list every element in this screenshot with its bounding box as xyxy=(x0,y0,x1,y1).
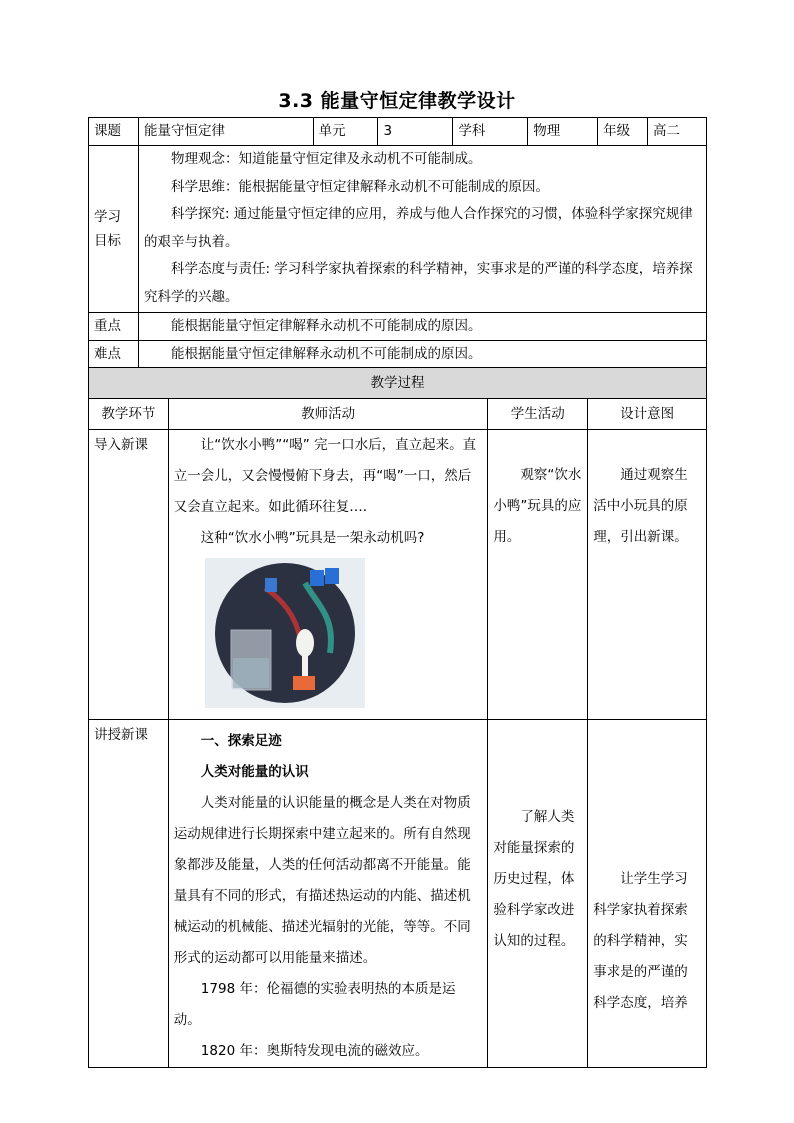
teacher-heading: 一、探索足迹 xyxy=(200,733,282,749)
student-intro xyxy=(488,430,588,720)
teacher-new xyxy=(168,720,488,1068)
process-header: 教学过程 xyxy=(89,368,707,399)
objective-item: 科学探究: 通过能量守恒定律的应用，养成与他人合作探究的习惯，体验科学家探究规律的艰辛与执着。 xyxy=(143,206,693,250)
column-intent: 设计意图 xyxy=(588,399,707,430)
objectives-row xyxy=(89,146,707,313)
topic-value: 能量守恒定律 xyxy=(138,118,313,146)
subject-label: 学科 xyxy=(453,118,528,146)
info-table xyxy=(88,117,707,369)
subject-value: 物理 xyxy=(528,118,598,146)
difficulty-label: 难点 xyxy=(89,340,139,368)
teacher-paragraph: 1798 年：伦福德的实验表明热的本质是运动。 xyxy=(173,981,456,1028)
objective-item: 物理观念：知道能量守恒定律及永动机不可能制成。 xyxy=(170,151,482,167)
info-row xyxy=(89,118,707,146)
key-point-text: 能根据能量守恒定律解释永动机不可能制成的原因。 xyxy=(138,312,706,340)
column-student: 学生活动 xyxy=(488,399,588,430)
process-columns xyxy=(89,399,707,430)
unit-value: 3 xyxy=(378,118,453,146)
drinking-duck-image xyxy=(205,558,365,708)
teacher-paragraph: 人类对能量的认识能量的概念是人类在对物质运动规律进行长期探索中建立起来的。所有自然现象都涉及能量，人类的任何活动都离不开能量。能量具有不同的形式，有描述热运动的内能、描述机械运动的机械能、描述光辐射的光能，等等。不同形式的运动都可以用能量来描述。 xyxy=(173,795,471,966)
student-activity-text: 观察“饮水小鸭”玩具的应用。 xyxy=(493,467,582,545)
objectives-content xyxy=(138,146,706,313)
objectives-label xyxy=(89,146,139,313)
column-teacher: 教师活动 xyxy=(168,399,488,430)
key-point-label: 重点 xyxy=(89,312,139,340)
key-point-row xyxy=(89,312,707,340)
table-row xyxy=(89,720,707,1068)
difficulty-text: 能根据能量守恒定律解释永动机不可能制成的原因。 xyxy=(138,340,706,368)
intent-intro xyxy=(588,430,707,720)
page-title: 3.3 能量守恒定律教学设计 xyxy=(278,90,516,112)
objective-item: 科学态度与责任: 学习科学家执着探索的科学精神，实事求是的严谨的科学态度，培养探究科学的兴趣。 xyxy=(143,261,693,305)
stage-intro: 导入新课 xyxy=(89,430,169,720)
column-stage: 教学环节 xyxy=(89,399,169,430)
student-new xyxy=(488,720,588,1068)
objectives-label-text: 学习目标 xyxy=(94,208,121,249)
difficulty-row xyxy=(89,340,707,368)
teacher-paragraph: 这种“饮水小鸭”玩具是一架永动机吗? xyxy=(200,530,425,546)
grade-value: 高二 xyxy=(648,118,707,146)
table-row xyxy=(89,430,707,720)
intent-text: 让学生学习科学家执着探索的科学精神，实事求是的严谨的科学态度，培养 xyxy=(593,871,688,1011)
unit-label: 单元 xyxy=(313,118,378,146)
teacher-subheading: 人类对能量的认识 xyxy=(200,764,309,780)
intent-text: 通过观察生活中小玩具的原理，引出新课。 xyxy=(593,467,688,545)
student-activity-text: 了解人类对能量探索的历史过程，体验科学家改进认知的过程。 xyxy=(493,809,575,949)
grade-label: 年级 xyxy=(598,118,648,146)
stage-new: 讲授新课 xyxy=(89,720,169,1068)
topic-label: 课题 xyxy=(89,118,139,146)
teacher-intro xyxy=(168,430,488,720)
intent-new xyxy=(588,720,707,1068)
teacher-paragraph: 让“饮水小鸭”“喝” 完一口水后，直立起来。直立一会儿，又会慢慢俯下身去，再“喝”一口，然后又会直立起来。如此循环往复…. xyxy=(173,437,477,515)
objective-item: 科学思维：能根据能量守恒定律解释永动机不可能制成的原因。 xyxy=(170,178,549,195)
teacher-paragraph: 1820 年：奥斯特发现电流的磁效应。 xyxy=(200,1043,429,1059)
process-table xyxy=(88,367,707,1068)
